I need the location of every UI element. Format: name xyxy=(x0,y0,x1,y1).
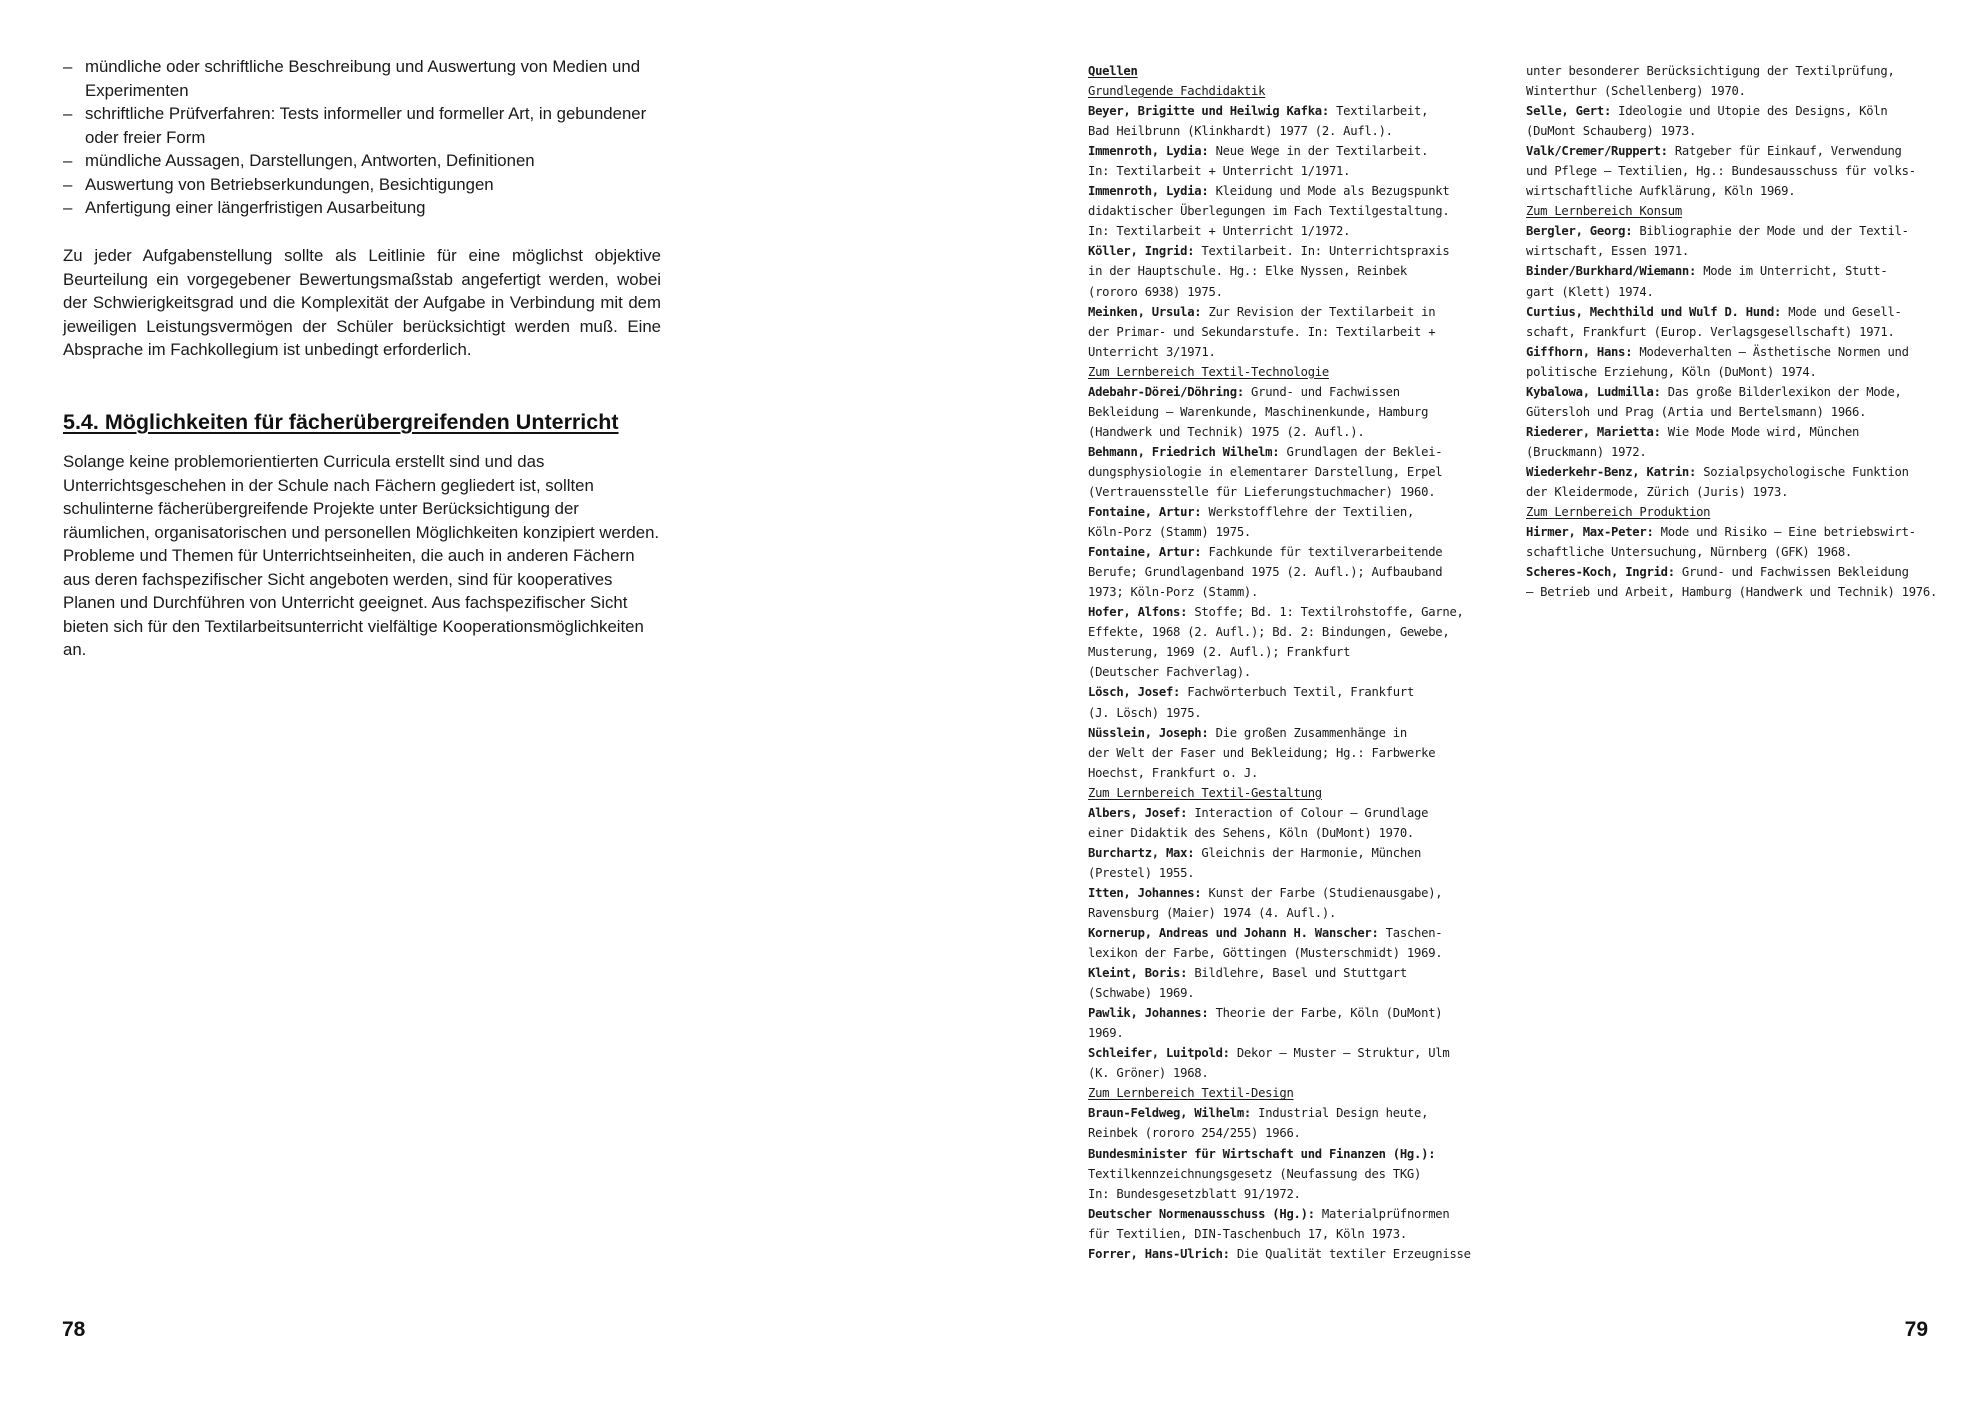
bibliography-entry xyxy=(1088,803,1508,843)
bibliography-entry xyxy=(1526,141,1946,201)
bibliography-heading: Quellen xyxy=(1088,64,1138,78)
bibliography-column-1 xyxy=(1088,61,1508,1264)
list-item: – schriftliche Prüfverfahren: Tests informeller und formeller Art, in gebundener oder freier Form xyxy=(63,104,647,147)
bibliography-entry xyxy=(1526,382,1946,422)
entry-details: Stoffe; Bd. 1: Textilrohstoffe, Garne, Effekte, 1968 (2. Aufl.); Bd. 2: Bindungen, Gewebe, Musterung, 1969 (2. Aufl.); Frankfurt (Deutscher Fachverlag). xyxy=(1088,605,1464,680)
entry-details: Werkstofflehre der Textilien, Köln-Porz (Stamm) 1975. xyxy=(1088,505,1415,540)
entry-details: Mode im Unterricht, Stutt- gart (Klett) 1974. xyxy=(1526,264,1888,299)
entry-details: Kunst der Farbe (Studienausgabe), Ravensburg (Maier) 1974 (4. Aufl.). xyxy=(1088,885,1443,920)
entry-author: Burchartz, Max: xyxy=(1088,845,1195,860)
bibliography-entry xyxy=(1526,61,1946,101)
bibliography-entry xyxy=(1526,221,1946,261)
bibliography-entry xyxy=(1088,1043,1508,1083)
bibliography-entry xyxy=(1088,602,1508,682)
entry-author: Hofer, Alfons: xyxy=(1088,605,1188,620)
entry-author: Curtius, Mechthild und Wulf D. Hund: xyxy=(1526,304,1782,319)
bibliography-entry xyxy=(1526,562,1946,602)
entry-details: Modeverhalten – Ästhetische Normen und politische Erziehung, Köln (DuMont) 1974. xyxy=(1526,344,1909,379)
entry-author: Bundesminister für Wirtschaft und Finanzen (Hg.): xyxy=(1088,1146,1436,1161)
entry-details: Die großen Zusammenhänge in der Welt der Faser und Bekleidung; Hg.: Farbwerke Hoechst, Frankfurt o. J. xyxy=(1088,725,1436,780)
bibliography-entry xyxy=(1088,101,1508,141)
entry-details: Mode und Gesell- schaft, Frankfurt (Europ. Verlagsgesellschaft) 1971. xyxy=(1526,304,1902,339)
bibliography-entry xyxy=(1526,302,1946,342)
cross-curricular-text xyxy=(63,450,661,662)
bibliography-entry xyxy=(1088,382,1508,442)
entry-details: Interaction of Colour – Grundlage einer Didaktik des Sehens, Köln (DuMont) 1970. xyxy=(1088,805,1429,840)
bibliography-entry xyxy=(1088,1103,1508,1143)
entry-author: Wiederkehr-Benz, Katrin: xyxy=(1526,464,1697,479)
entry-author: Hirmer, Max-Peter: xyxy=(1526,525,1654,540)
entry-details: Theorie der Farbe, Köln (DuMont) 1969. xyxy=(1088,1006,1443,1041)
bibliography-entry xyxy=(1088,1244,1508,1264)
entry-details: Textilarbeit, Bad Heilbrunn (Klinkhardt) 1977 (2. Aufl.). xyxy=(1088,104,1429,139)
assessment-methods-list xyxy=(63,55,661,220)
entry-details: Grund- und Fachwissen Bekleidung – Betrieb und Arbeit, Hamburg (Handwerk und Technik) 1976. xyxy=(1526,565,1938,600)
entry-details: Zur Revision der Textilarbeit in der Primar- und Sekundarstufe. In: Textilarbeit + Unterricht 3/1971. xyxy=(1088,304,1436,359)
bibliography-entry xyxy=(1526,462,1946,502)
bibliography-subheading: Zum Lernbereich Konsum xyxy=(1526,204,1682,219)
entry-author: Forrer, Hans-Ulrich: xyxy=(1088,1246,1230,1261)
entry-author: Meinken, Ursula: xyxy=(1088,304,1202,319)
bibliography-entry xyxy=(1088,502,1508,542)
entry-details: Bildlehre, Basel und Stuttgart (Schwabe) 1969. xyxy=(1088,966,1407,1001)
entry-details: Fachwörterbuch Textil, Frankfurt (J. Lösch) 1975. xyxy=(1088,685,1415,720)
entry-details: Gleichnis der Harmonie, München (Prestel) 1955. xyxy=(1088,845,1422,880)
entry-author: Albers, Josef: xyxy=(1088,805,1188,820)
entry-author: Fontaine, Artur: xyxy=(1088,505,1202,520)
entry-details: Kleidung und Mode als Bezugspunkt didaktischer Überlegungen im Fach Textilgestaltung. In: Textilarbeit + Unterricht 1/1972. xyxy=(1088,184,1450,239)
entry-author: Kleint, Boris: xyxy=(1088,966,1188,981)
entry-author: Fontaine, Artur: xyxy=(1088,545,1202,560)
entry-details: Materialprüfnormen für Textilien, DIN-Taschenbuch 17, Köln 1973. xyxy=(1088,1206,1450,1241)
paragraph: Probleme und Themen für Unterrichtseinheiten, die auch in anderen Fächern aus deren fachspezifischer Sicht angeboten werden, sind für kooperatives Planen und Durchführen von Unterricht geeignet. Aus fachspezifischer Sicht bieten sich für den Textilarbeitsunterricht vielfältige Kooperationsmöglichkeiten an. xyxy=(63,546,644,659)
right-page xyxy=(992,0,1984,1403)
entry-author: Adebahr-Dörei/Döhring: xyxy=(1088,384,1244,399)
entry-details: Grund- und Fachwissen Bekleidung – Warenkunde, Maschinenkunde, Hamburg (Handwerk und Technik) 1975 (2. Aufl.). xyxy=(1088,384,1429,439)
entry-author: Riederer, Marietta: xyxy=(1526,424,1661,439)
list-item: – mündliche Aussagen, Darstellungen, Antworten, Definitionen xyxy=(63,151,535,170)
entry-details: Dekor – Muster – Struktur, Ulm (K. Gröner) 1968. xyxy=(1088,1046,1450,1081)
bibliography-entry xyxy=(1526,101,1946,141)
entry-details: Textilkennzeichnungsgesetz (Neufassung des TKG) In: Bundesgesetzblatt 91/1972. xyxy=(1088,1166,1422,1201)
entry-author: Beyer, Brigitte und Heilwig Kafka: xyxy=(1088,104,1329,119)
bibliography-entry xyxy=(1088,923,1508,963)
bibliography-entry xyxy=(1526,261,1946,301)
bibliography-entry xyxy=(1088,241,1508,301)
bibliography-entry xyxy=(1088,1144,1508,1204)
bibliography-entry xyxy=(1088,181,1508,241)
entry-author: Braun-Feldweg, Wilhelm: xyxy=(1088,1106,1252,1121)
bibliography-column-2 xyxy=(1526,61,1946,602)
entry-details: Fachkunde für textilverarbeitende Berufe; Grundlagenband 1975 (2. Aufl.); Aufbauband 1973; Köln-Porz (Stamm). xyxy=(1088,545,1443,600)
entry-author: Valk/Cremer/Ruppert: xyxy=(1526,144,1668,159)
paragraph: Solange keine problemorientierten Curricula erstellt sind und das Unterrichtsgeschehen in der Schule nach Fächern gegliedert ist, sollten schulinterne fächerübergreifende Projekte unter Berücksichtigung der räumlichen, organisatorischen und personellen Möglichkeiten konzipiert werden. xyxy=(63,452,660,542)
page-number-left: 78 xyxy=(62,1318,86,1341)
bibliography-entry xyxy=(1088,442,1508,502)
entry-details: Sozialpsychologische Funktion der Kleidermode, Zürich (Juris) 1973. xyxy=(1526,464,1909,499)
entry-author: Itten, Johannes: xyxy=(1088,885,1202,900)
entry-author: Immenroth, Lydia: xyxy=(1088,184,1209,199)
entry-details: Textilarbeit. In: Unterrichtspraxis in der Hauptschule. Hg.: Elke Nyssen, Reinbek (rororo 6938) 1975. xyxy=(1088,244,1450,299)
bibliography-entry xyxy=(1088,682,1508,722)
entry-author: Immenroth, Lydia: xyxy=(1088,144,1209,159)
entry-details: Taschen- lexikon der Farbe, Göttingen (Musterschmidt) 1969. xyxy=(1088,926,1443,961)
entry-author: Kybalowa, Ludmilla: xyxy=(1526,384,1661,399)
entry-author: Nüsslein, Joseph: xyxy=(1088,725,1209,740)
section-title: 5.4. Möglichkeiten für fächerübergreifenden Unterricht xyxy=(63,410,619,434)
entry-author: Selle, Gert: xyxy=(1526,104,1612,119)
entry-details: Die Qualität textiler Erzeugnisse xyxy=(1229,1246,1471,1261)
entry-author: Köller, Ingrid: xyxy=(1088,244,1195,259)
entry-details: Das große Bilderlexikon der Mode, Gütersloh und Prag (Artia und Bertelsmann) 1966. xyxy=(1526,384,1902,419)
bibliography-subheading: Zum Lernbereich Textil-Gestaltung xyxy=(1088,785,1322,800)
entry-details: Bibliographie der Mode und der Textil- wirtschaft, Essen 1971. xyxy=(1526,224,1909,259)
bibliography-entry xyxy=(1526,342,1946,382)
entry-author: Scheres-Koch, Ingrid: xyxy=(1526,565,1675,580)
bibliography-entry xyxy=(1526,422,1946,462)
entry-author: Lösch, Josef: xyxy=(1088,685,1181,700)
entry-author: Kornerup, Andreas und Johann H. Wanscher: xyxy=(1088,926,1379,941)
bibliography-entry xyxy=(1088,723,1508,783)
bibliography-subheading: Zum Lernbereich Produktion xyxy=(1526,505,1711,520)
bibliography-entry xyxy=(1088,843,1508,883)
entry-details: Wie Mode Mode wird, München (Bruckmann) 1972. xyxy=(1526,424,1860,459)
entry-author: Giffhorn, Hans: xyxy=(1526,344,1633,359)
bibliography-entry xyxy=(1526,522,1946,562)
evaluation-paragraph: Zu jeder Aufgabenstellung sollte als Leitlinie für eine möglichst objektive Beurteilung ein vorgegebener Bewertungsmaßstab angefertigt werden, wobei der Schwierigkeitsgrad und die Komplexität der Aufgabe in Verbindung mit dem jeweiligen Leistungsvermögen der Schüler berücksichtigt werden muß. Eine Absprache im Fachkollegium ist unbedingt erforderlich. xyxy=(63,246,661,359)
bibliography-entry xyxy=(1088,302,1508,362)
entry-author: Schleifer, Luitpold: xyxy=(1088,1046,1230,1061)
bibliography-entry xyxy=(1088,141,1508,181)
bibliography-entry xyxy=(1088,883,1508,923)
list-item: – mündliche oder schriftliche Beschreibung und Auswertung von Medien und Experimenten xyxy=(63,57,641,100)
bibliography-entry xyxy=(1088,1204,1508,1244)
entry-details: unter besonderer Berücksichtigung der Textilprüfung, Winterthur (Schellenberg) 1970. xyxy=(1526,64,1895,99)
list-item: – Anfertigung einer längerfristigen Ausarbeitung xyxy=(63,198,426,217)
bibliography-entry xyxy=(1088,1003,1508,1043)
entry-details: Ideologie und Utopie des Designs, Köln (DuMont Schauberg) 1973. xyxy=(1526,104,1888,139)
entry-details: Mode und Risiko – Eine betriebswirt- schaftliche Untersuchung, Nürnberg (GFK) 1968. xyxy=(1526,525,1916,560)
entry-details: Ratgeber für Einkauf, Verwendung und Pflege – Textilien, Hg.: Bundesausschuss für volks- wirtschaftliche Aufklärung, Köln 1969. xyxy=(1526,144,1916,199)
bibliography-subheading: Grundlegende Fachdidaktik xyxy=(1088,84,1266,99)
entry-author: Deutscher Normenausschuss (Hg.): xyxy=(1088,1206,1315,1221)
bibliography-entry xyxy=(1088,963,1508,1003)
entry-author: Binder/Burkhard/Wiemann: xyxy=(1526,264,1697,279)
entry-author: Behmann, Friedrich Wilhelm: xyxy=(1088,444,1280,459)
entry-author: Bergler, Georg: xyxy=(1526,224,1633,239)
entry-author: Pawlik, Johannes: xyxy=(1088,1006,1209,1021)
bibliography-subheading: Zum Lernbereich Textil-Design xyxy=(1088,1086,1294,1101)
entry-details: Grundlagen der Beklei- dungsphysiologie in elementarer Darstellung, Erpel (Vertrauensstelle für Lieferungstuchmacher) 1960. xyxy=(1088,444,1443,499)
entry-details: Industrial Design heute, Reinbek (rororo 254/255) 1966. xyxy=(1088,1106,1429,1141)
page-number-right: 79 xyxy=(1904,1318,1928,1341)
list-item: – Auswertung von Betriebserkundungen, Besichtigungen xyxy=(63,174,494,194)
bibliography-entry xyxy=(1088,542,1508,602)
bibliography-subheading: Zum Lernbereich Textil-Technologie xyxy=(1088,364,1329,379)
entry-details: Neue Wege in der Textilarbeit. In: Textilarbeit + Unterricht 1/1971. xyxy=(1088,144,1429,179)
